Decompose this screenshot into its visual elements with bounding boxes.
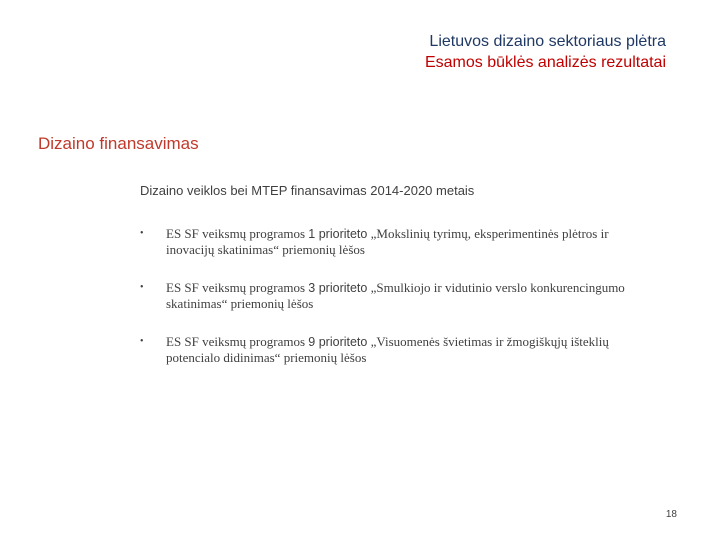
bullet-text-after: „Mokslinių tyrimų, eksperimentinės plėtros ir inovacijų skatinimas“ priemonių lėšos <box>166 226 609 257</box>
bullet-priority: 1 prioriteto <box>308 227 368 241</box>
bullet-marker: • <box>140 282 144 293</box>
bullet-priority: 3 prioriteto <box>308 281 368 295</box>
bullet-text-before: ES SF veiksmų programos <box>166 280 309 295</box>
slide-header <box>425 31 666 73</box>
section-title: Dizaino finansavimas <box>38 134 199 153</box>
bullet-marker: • <box>140 228 144 239</box>
bullet-item <box>140 226 660 258</box>
bullet-item <box>140 334 660 366</box>
page-number: 18 <box>665 509 677 520</box>
bullet-text-after: „Visuomenės švietimas ir žmogiškųjų išteklių potencialo didinimas“ priemonių lėšos <box>166 334 609 365</box>
bullet-text-after: „Smulkiojo ir vidutinio verslo konkurencingumo skatinimas“ priemonių lėšos <box>166 280 625 311</box>
header-title: Lietuvos dizaino sektoriaus plėtra <box>429 33 666 50</box>
bullet-marker: • <box>140 336 144 347</box>
header-subtitle: Esamos būklės analizės rezultatai <box>424 54 666 71</box>
bullet-item <box>140 280 660 312</box>
bullet-list <box>140 226 660 388</box>
bullet-text-before: ES SF veiksmų programos <box>166 226 309 241</box>
bullet-text-before: ES SF veiksmų programos <box>166 334 309 349</box>
intro-text: Dizaino veiklos bei MTEP finansavimas 2014-2020 metais <box>140 183 475 198</box>
bullet-priority: 9 prioriteto <box>308 335 368 349</box>
